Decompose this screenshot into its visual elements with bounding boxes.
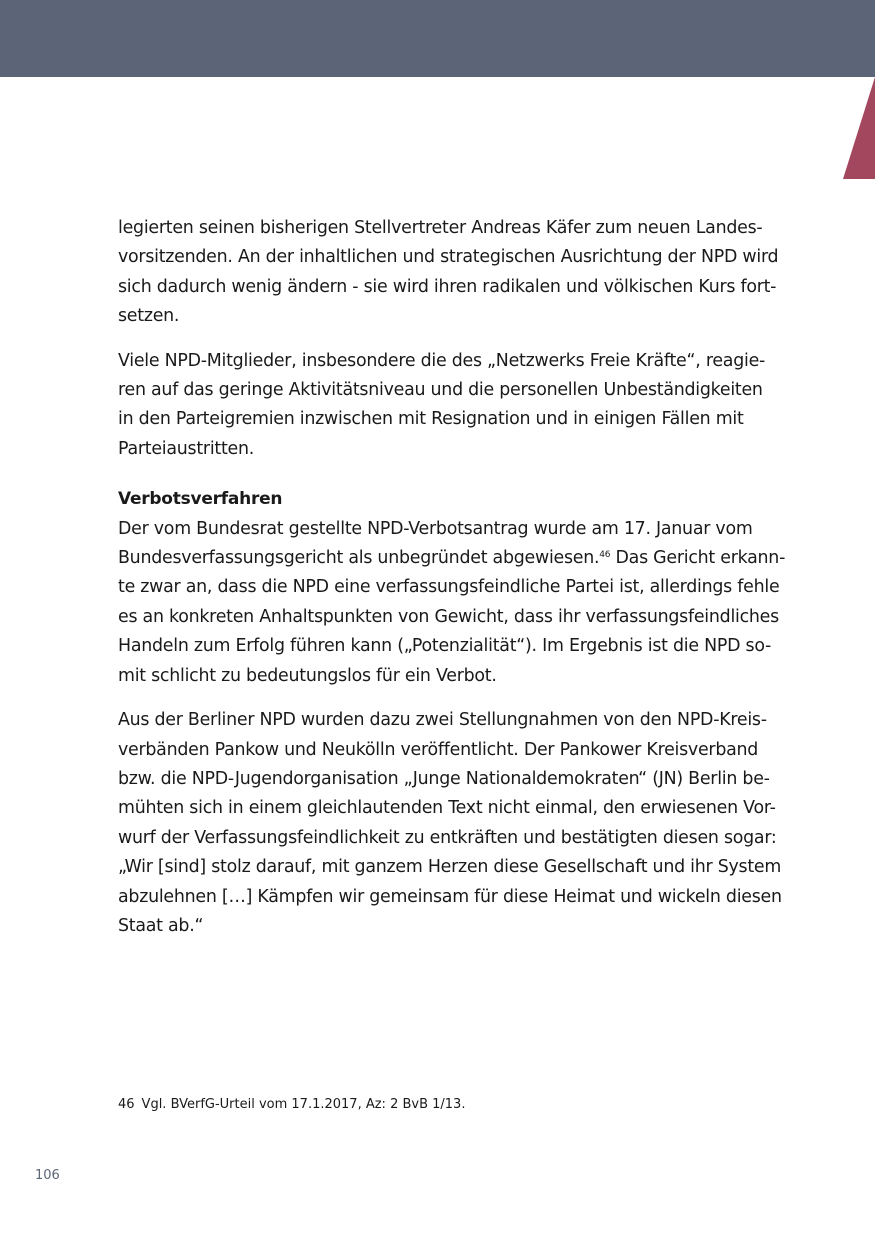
paragraph-spacing — [118, 332, 738, 347]
page-number: 106 — [35, 1168, 60, 1183]
text-line: Viele NPD-Mitglieder, insbesondere die des „Netzwerks Freie Kräfte“, reagie- — [118, 350, 766, 371]
footnote-reference: 46 — [599, 550, 611, 561]
text-line: Staat ab.“ — [118, 915, 204, 936]
text-line: vorsitzenden. An der inhaltlichen und strategischen Ausrichtung der NPD wird — [118, 247, 779, 268]
text-segment: Bundesverfassungsgericht als unbegründet abgewiesen. — [118, 548, 600, 569]
paragraph-spacing — [118, 691, 738, 706]
text-line: setzen. — [118, 306, 180, 327]
paragraph-4 — [118, 706, 782, 941]
text-line: legierten seinen bisherigen Stellvertreter Andreas Käfer zum neuen Landes- — [118, 218, 763, 238]
text-line: Aus der Berliner NPD wurden dazu zwei Stellungnahmen von den NPD-Kreis- — [118, 710, 767, 731]
text-segment: Das Gericht erkann- — [610, 548, 786, 569]
text-line-with-footnote — [118, 544, 786, 573]
footnote-number: 46 — [118, 1097, 135, 1112]
text-line: verbänden Pankow und Neukölln veröffentlicht. Der Pankower Kreisverband — [118, 739, 759, 760]
body-text — [118, 214, 786, 941]
header-band — [0, 0, 875, 77]
text-line: Parteiaustritten. — [118, 438, 255, 459]
paragraph-3 — [118, 515, 786, 691]
chapter-marker-tab — [843, 77, 875, 179]
text-line: bzw. die NPD-Jugendorganisation „Junge Nationaldemokraten“ (JN) Berlin be- — [118, 768, 770, 789]
text-line: es an konkreten Anhaltspunkten von Gewicht, dass ihr verfassungsfeindliches — [118, 606, 779, 627]
text-line: Handeln zum Erfolg führen kann („Potenzialität“). Im Ergebnis ist die NPD so- — [118, 636, 772, 657]
text-line: abzulehnen […] Kämpfen wir gemeinsam für diese Heimat und wickeln diesen — [118, 886, 782, 907]
text-line: ren auf das geringe Aktivitätsniveau und die personellen Unbeständigkeiten — [118, 380, 763, 401]
text-line: Der vom Bundesrat gestellte NPD-Verbotsantrag wurde am 17. Januar vom — [118, 518, 753, 539]
text-line: te zwar an, dass die NPD eine verfassungsfeindliche Partei ist, allerdings fehle — [118, 577, 780, 598]
text-line: mühten sich in einem gleichlautenden Text nicht einmal, den erwiesenen Vor- — [118, 798, 776, 819]
text-line: mit schlicht zu bedeutungslos für ein Verbot. — [118, 665, 497, 686]
text-line: wurf der Verfassungsfeindlichkeit zu entkräften und bestätigten diesen sogar: — [118, 827, 777, 848]
footnote-text: Vgl. BVerfG-Urteil vom 17.1.2017, Az: 2 BvB 1/13. — [141, 1097, 466, 1112]
paragraph-2 — [118, 347, 766, 465]
footnote — [118, 1096, 465, 1114]
section-spacing — [118, 464, 738, 485]
text-line: „Wir [sind] stolz darauf, mit ganzem Herzen diese Gesellschaft und ihr System — [118, 857, 782, 878]
text-line: in den Parteigremien inzwischen mit Resignation und in einigen Fällen mit — [118, 409, 744, 430]
paragraph-1 — [118, 214, 779, 332]
text-line: sich dadurch wenig ändern - sie wird ihren radikalen und völkischen Kurs fort- — [118, 276, 777, 297]
section-heading: Verbotsverfahren — [118, 489, 283, 510]
